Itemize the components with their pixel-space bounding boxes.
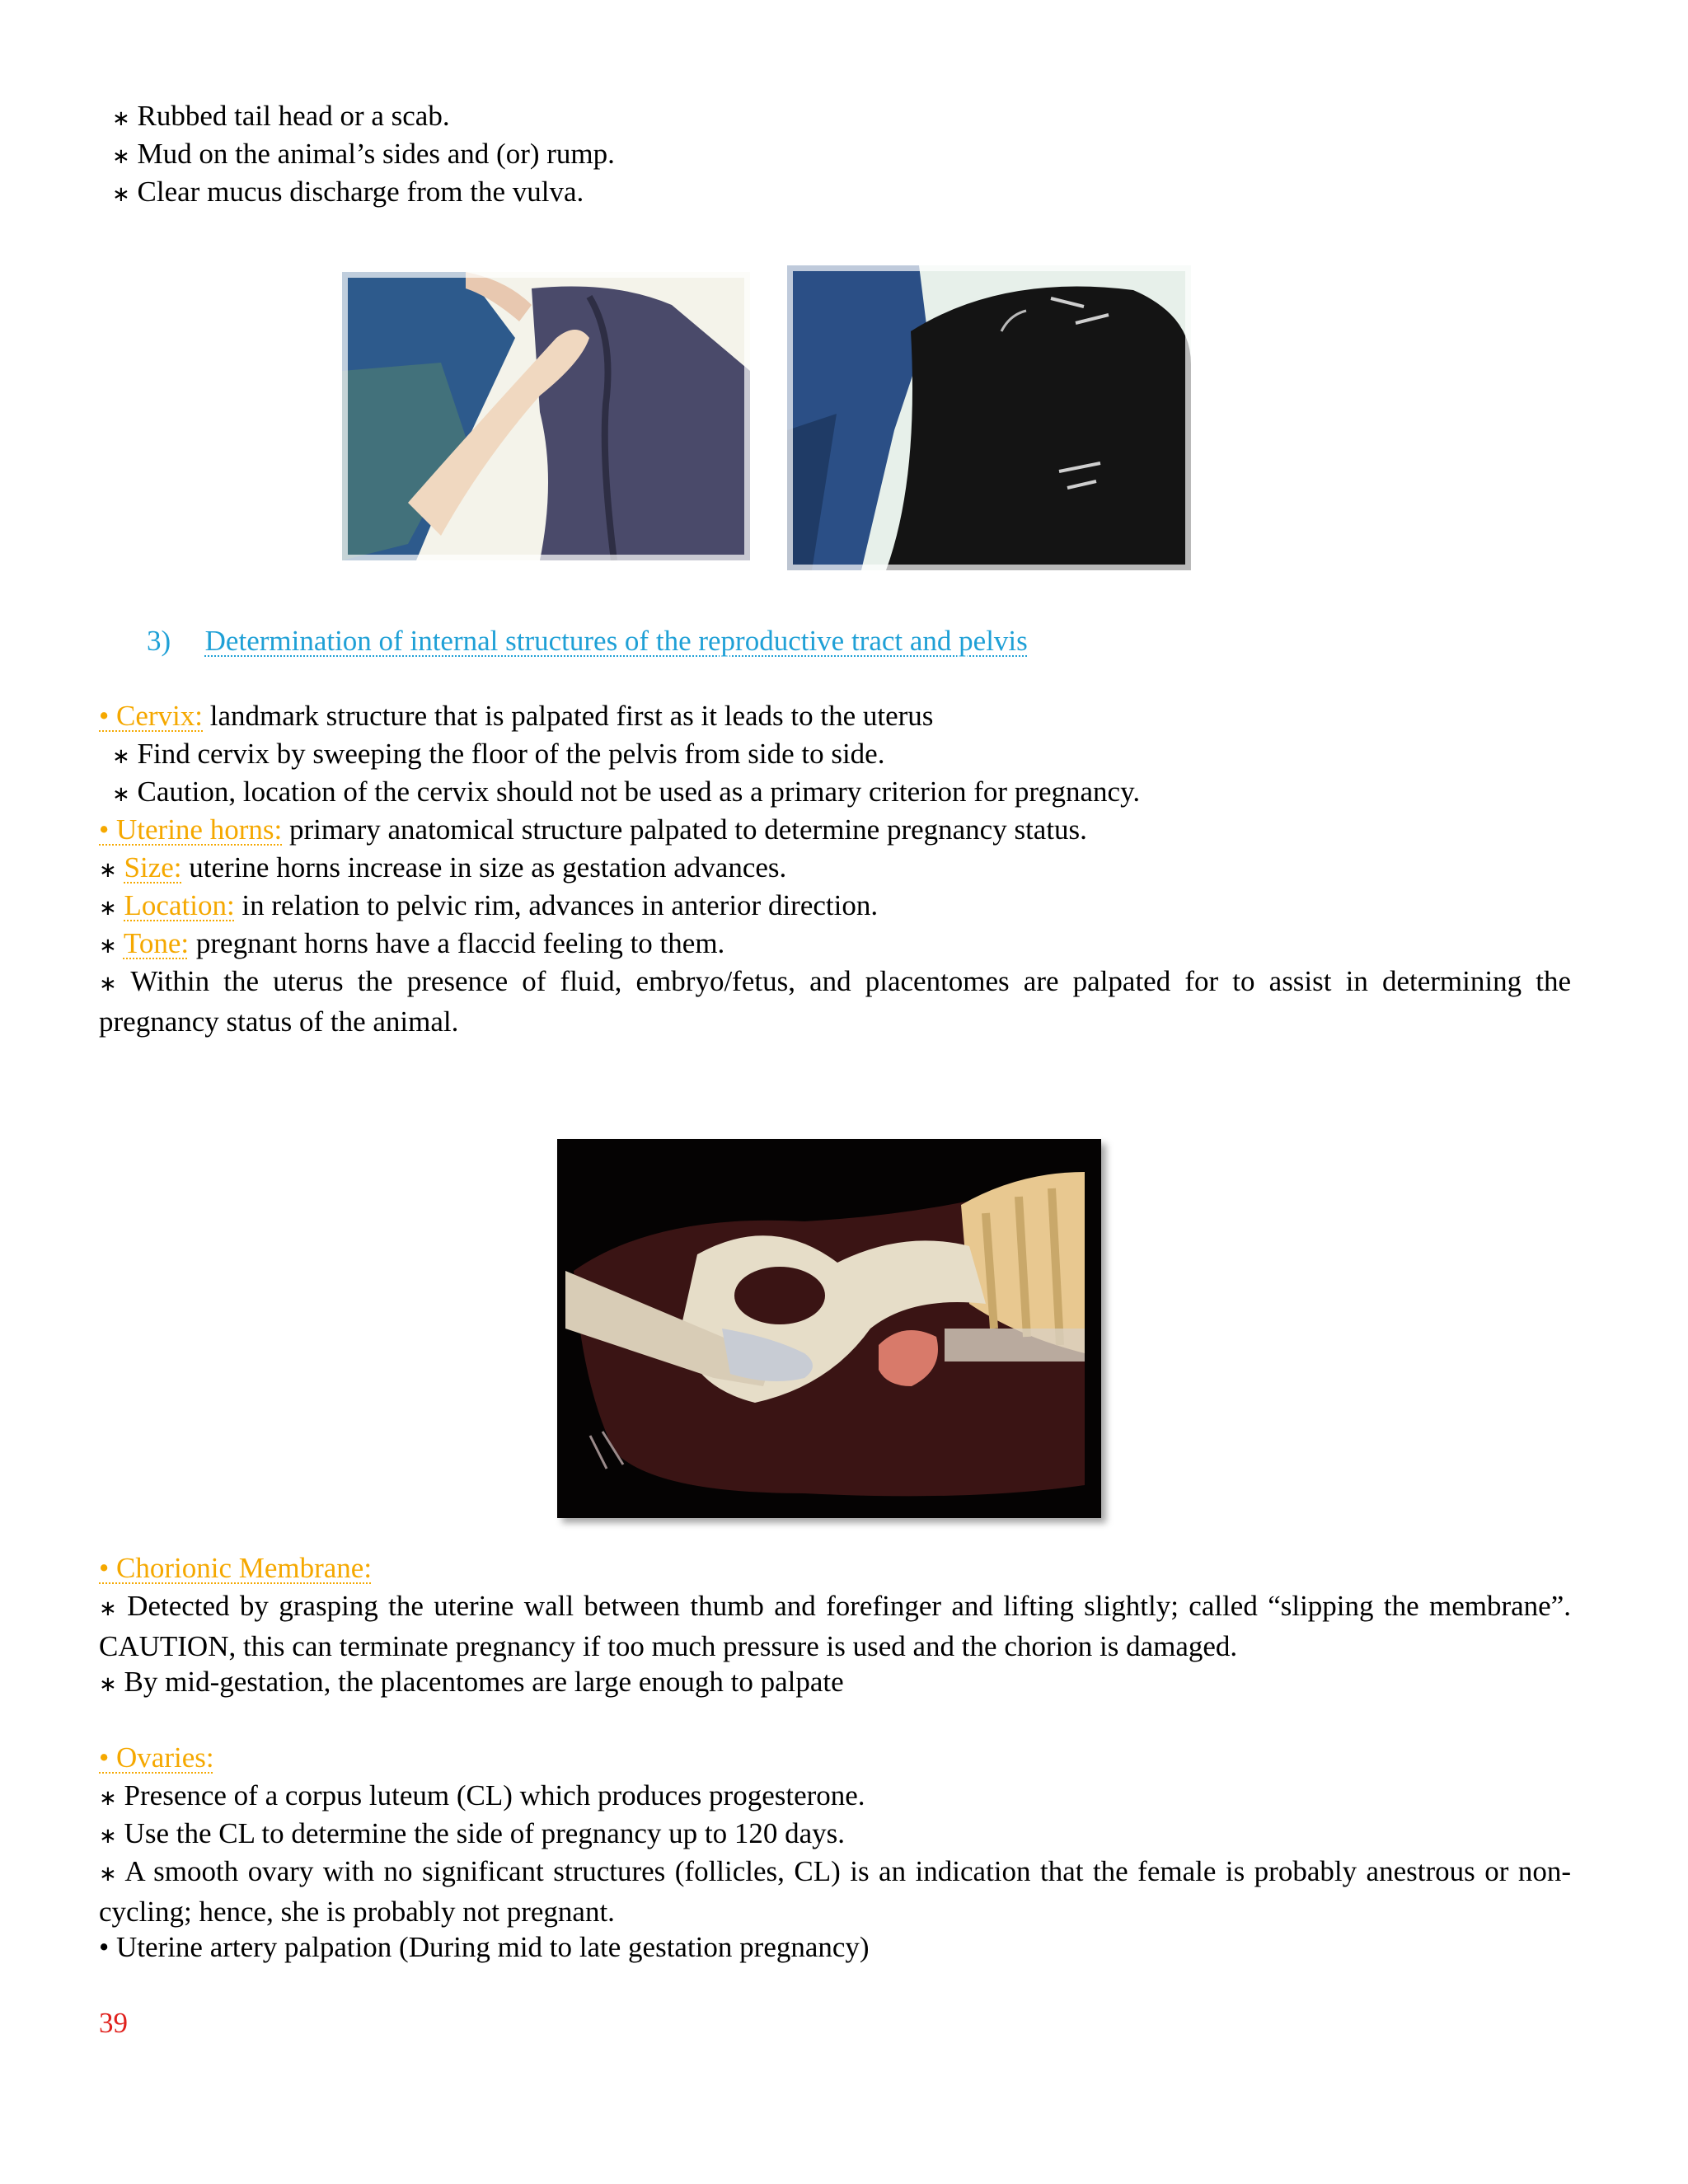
uterine-label: • Uterine horns: <box>99 813 283 846</box>
uterine-size: ∗ Size: uterine horns increase in size as gestation advances. <box>99 851 787 883</box>
uterine-line: • Uterine horns: primary anatomical structure palpated to determine pregnancy status. <box>99 813 1087 846</box>
ovaries-p1: ∗ Presence of a corpus luteum (CL) which produces progesterone. <box>99 1779 865 1811</box>
ovaries-p2: ∗ Use the CL to determine the side of pregnancy up to 120 days. <box>99 1817 845 1849</box>
bullet-mud: ∗ Mud on the animal’s sides and (or) rump. <box>112 138 615 170</box>
chorionic-p2: ∗ By mid-gestation, the placentomes are large enough to palpate <box>99 1666 844 1698</box>
mud-sides-illustration <box>787 265 1191 570</box>
chorionic-p1: ∗ Detected by grasping the uterine wall between thumb and forefinger and lifting slightly; called “slipping the membrane”. CAUTION, this can terminate pregnancy if too much pressure is used and the chorion is damaged. <box>99 1590 1571 1662</box>
uterine-location: ∗ Location: in relation to pelvic rim, advances in anterior direction. <box>99 889 879 921</box>
bullet-star: ∗ <box>112 106 130 131</box>
cervix-sub-1: ∗ Find cervix by sweeping the floor of the pelvis from side to side. <box>112 738 885 770</box>
chorionic-label: • Chorionic Membrane: <box>99 1552 373 1584</box>
uterine-artery-line: • Uterine artery palpation (During mid to late gestation pregnancy) <box>99 1931 870 1963</box>
page-number: 39 <box>99 2007 128 2039</box>
cervix-line: • Cervix: landmark structure that is palpated first as it leads to the uterus <box>99 700 934 732</box>
tailhead-illustration <box>342 272 750 560</box>
bullet-star: ∗ <box>112 182 130 207</box>
section-title: Determination of internal structures of the reproductive tract and pelvis <box>204 625 1028 657</box>
ovaries-label: • Ovaries: <box>99 1741 214 1774</box>
ovaries-p3: ∗ A smooth ovary with no significant structures (follicles, CL) is an indication that the female is probably anestrous or non-cycling; hence, she is probably not pregnant. <box>99 1855 1571 1928</box>
section-number: 3) <box>147 625 171 657</box>
bullet-rubbed-tail: ∗ Rubbed tail head or a scab. <box>112 100 450 132</box>
uterine-tone: ∗ Tone: pregnant horns have a flaccid feeling to them. <box>99 927 725 959</box>
bullet-star: ∗ <box>112 144 130 169</box>
uterine-within: ∗ Within the uterus the presence of fluid, embryo/fetus, and placentomes are palpated for to assist in determining the pregnancy status of the animal. <box>99 965 1572 1038</box>
palpation-anatomy-illustration <box>557 1139 1101 1518</box>
cervix-label: • Cervix: <box>99 700 203 732</box>
cervix-sub-2: ∗ Caution, location of the cervix should not be used as a primary criterion for pregnancy. <box>112 776 1141 808</box>
bullet-mucus: ∗ Clear mucus discharge from the vulva. <box>112 176 584 208</box>
chorionic-heading <box>99 1549 372 1587</box>
ovaries-heading <box>99 1739 214 1777</box>
section-heading <box>147 622 1028 660</box>
